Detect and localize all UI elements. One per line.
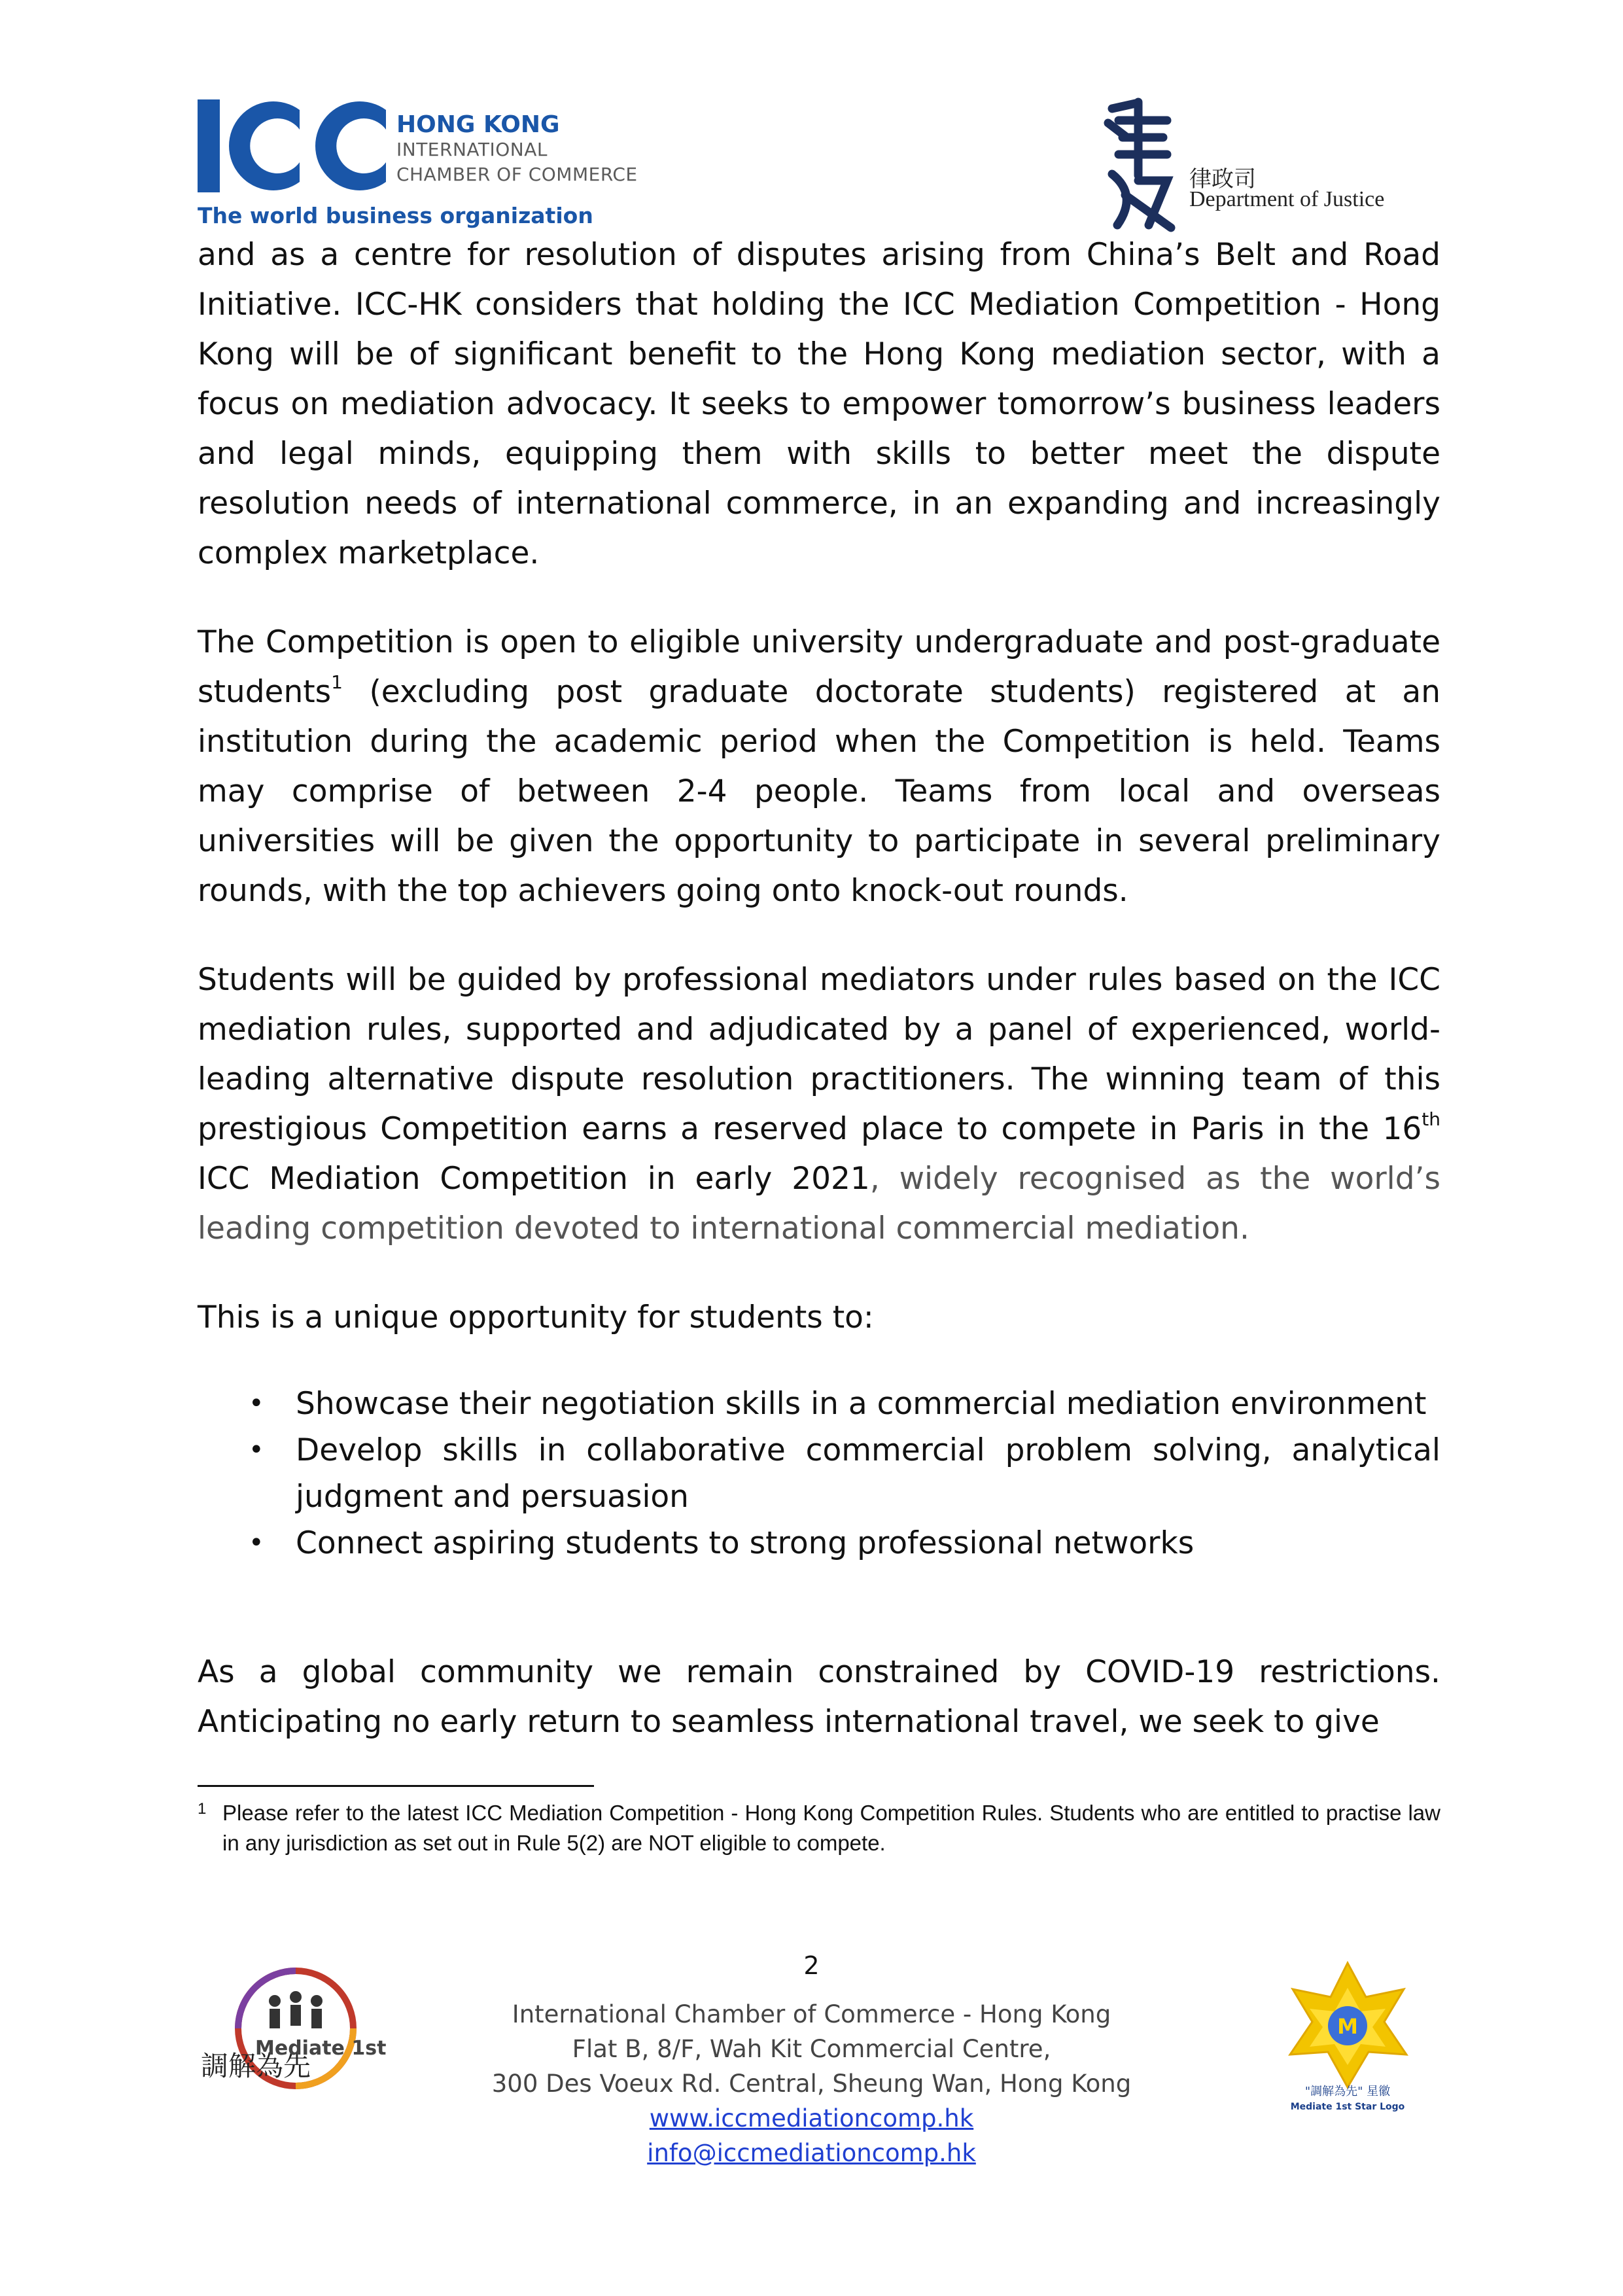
bullet-item xyxy=(198,1520,1440,1566)
doj-seal-glyph xyxy=(1099,97,1184,234)
footer-address-line2: Flat B, 8/F, Wah Kit Commercial Centre, xyxy=(572,2035,1051,2063)
footnote-text: Please refer to the latest ICC Mediation Competition - Hong Kong Competition Rules. Students who are entitled to practise law in any jurisdiction as set out in Rule 5(2) are NOT eligible to compete. xyxy=(222,1801,1440,1855)
paragraph-covid: As a global community we remain constrained by COVID-19 restrictions. Anticipating no early return to seamless international travel, we seek to give xyxy=(198,1654,1440,1740)
email-link[interactable]: info@iccmediationcomp.hk xyxy=(647,2139,976,2167)
paragraph-guidance xyxy=(198,955,1440,1254)
doj-chinese-name: 律政司 xyxy=(1189,166,1256,192)
bullet-text: Develop skills in collaborative commercial problem solving, analytical judgment and persuasion xyxy=(296,1432,1440,1515)
paragraph-eligibility xyxy=(198,618,1440,916)
ordinal-superscript: th xyxy=(1422,1108,1440,1131)
footer-address-line3: 300 Des Voeux Rd. Central, Sheung Wan, Hong Kong xyxy=(491,2070,1132,2098)
icc-letters-mark xyxy=(195,97,391,195)
icc-org-line1: HONG KONG xyxy=(396,111,560,138)
footnote xyxy=(198,1798,1440,1858)
bullet-dot-icon: • xyxy=(249,1388,264,1419)
paragraph-guidance-part3: , widely recognised as the world’s leading competition devoted to international commercial mediation. xyxy=(198,1161,1440,1246)
doj-logo xyxy=(1099,97,1400,234)
footnote-reference[interactable]: 1 xyxy=(331,671,343,694)
mediate-logo-text: Mediate 1st xyxy=(255,2037,387,2060)
icc-logo xyxy=(195,97,666,228)
paragraph-eligibility-part1: The Competition is open to eligible university undergraduate and post-graduate students xyxy=(198,624,1440,710)
icc-tagline: The world business organization xyxy=(198,203,593,228)
paragraph-eligibility-part2: (excluding post graduate doctorate students) registered at an institution during the academic period when the Competition is held. Teams may comprise of between 2-4 people. Teams from local and overseas universities will be given the opportunity to participate in several preliminary rounds, with the top achievers going onto knock-out rounds. xyxy=(198,674,1440,909)
paragraph-guidance-part2: ICC Mediation Competition in early 2021 xyxy=(198,1161,870,1197)
bullet-dot-icon: • xyxy=(249,1435,264,1465)
bullet-item xyxy=(198,1427,1440,1520)
star-logo-chinese: "調解為先" 星徽 xyxy=(1304,2085,1391,2098)
star-logo-caption: Mediate 1st Star Logo xyxy=(1290,2102,1405,2112)
website-link[interactable]: www.iccmediationcomp.hk xyxy=(649,2104,974,2132)
paragraph-belt-and-road: and as a centre for resolution of disputes arising from China’s Belt and Road Initiative. ICC-HK considers that holding the ICC Mediation Competition - Hong Kong will be of significant benefit to the Hong Kong mediation sector, with a focus on mediation advocacy. It seeks to empower tomorrow’s business leaders and legal minds, equipping them with skills to better meet the dispute resolution needs of international commerce, in an expanding and increasingly complex marketplace. xyxy=(198,237,1440,571)
star-logo-letter: M xyxy=(1337,2014,1358,2039)
bullet-dot-icon: • xyxy=(249,1528,264,1558)
doj-english-name: Department of Justice xyxy=(1189,187,1385,211)
bullet-text: Connect aspiring students to strong professional networks xyxy=(296,1525,1195,1561)
mediate-logo-chinese: 調解為先 xyxy=(201,2050,311,2082)
footer-address-line1: International Chamber of Commerce - Hong Kong xyxy=(512,2000,1111,2028)
icc-org-name xyxy=(396,113,638,187)
icc-org-line2: INTERNATIONAL xyxy=(396,139,548,160)
footnote-number: 1 xyxy=(198,1800,207,1818)
paragraph-guidance-part1: Students will be guided by professional mediators under rules based on the ICC mediation rules, supported and adjudicated by a panel of experienced, world-leading alternative dispute resolution practitioners. The winning team of this prestigious Competition earns a reserved place to compete in Paris in the 16 xyxy=(198,962,1440,1147)
star-logo-graphic xyxy=(1276,1956,1420,2113)
paragraph-opportunity-intro: This is a unique opportunity for students to: xyxy=(198,1299,874,1335)
bullet-text: Showcase their negotiation skills in a commercial mediation environment xyxy=(296,1386,1427,1422)
footnote-separator xyxy=(198,1785,594,1787)
opportunity-bullet-list xyxy=(198,1381,1440,1566)
bullet-item xyxy=(198,1381,1440,1427)
icc-org-line3: CHAMBER OF COMMERCE xyxy=(396,164,638,185)
page-number: 2 xyxy=(803,1951,820,1980)
mediate-first-star-logo xyxy=(1276,1956,1420,2113)
